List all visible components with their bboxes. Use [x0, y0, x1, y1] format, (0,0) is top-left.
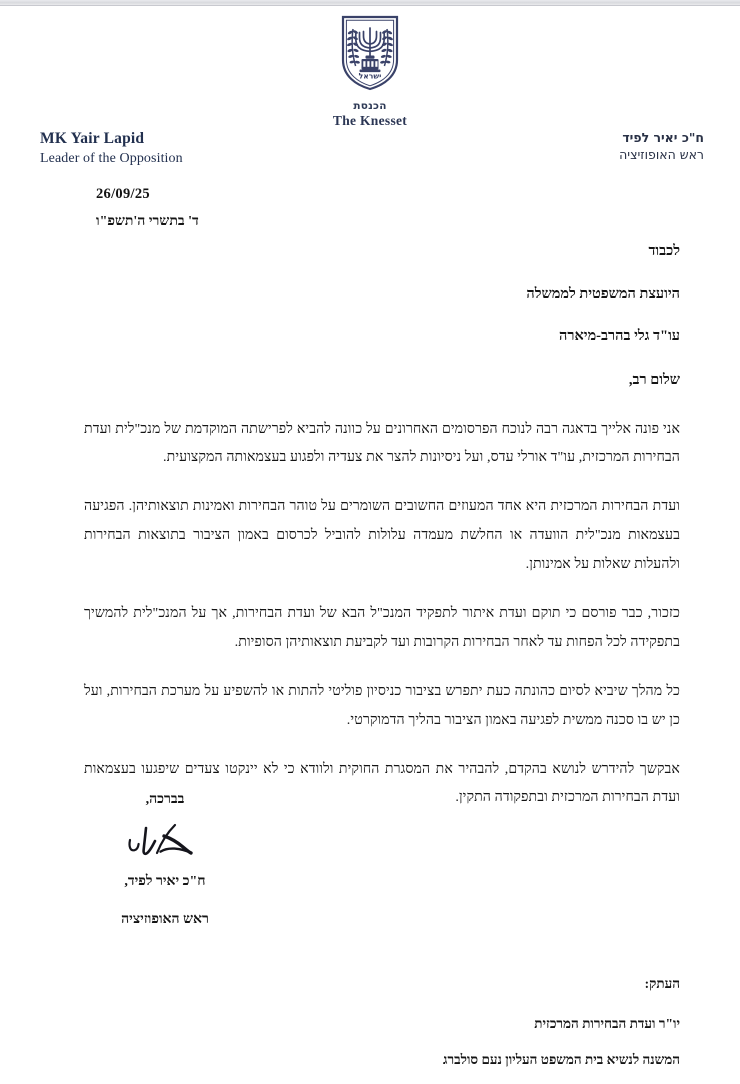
- scan-hairline: [0, 5, 740, 6]
- letterhead-hebrew: הכנסת: [353, 100, 387, 112]
- israel-state-emblem-icon: [339, 14, 401, 92]
- letter-paragraph: אני פונה אלייך בדאגה רבה לנוכח הפרסומים האחרונים על כוונה להביא לפרישתה המוקדמת של מנכ"לית ועדת הבחירות המרכזית, עו"ד אורלי עדס, ועל ניסיונות להצר את צעדיה ולפגוע בעצמאותה המקצועית.: [84, 420, 680, 466]
- sender-title-english: Leader of the Opposition: [40, 150, 183, 166]
- signature-name: ח"כ יאיר לפיד,: [124, 874, 206, 889]
- signature-role: ראש האופוזיציה: [121, 912, 209, 927]
- cc-recipient: המשנה לנשיא בית המשפט העליון נעם סולברג: [443, 1052, 680, 1067]
- letter-paragraph: אבקשך להידרש לנושא בהקדם, להבהיר את המסגרת החוקית ולוודא כי לא יינקטו צעדים שיפגעו בעצמאות ועדת הבחירות המרכזית ובתפקודה התקין.: [84, 760, 680, 806]
- cc-title: העתק:: [644, 976, 680, 991]
- letterhead-english: The Knesset: [332, 113, 408, 128]
- letterhead: [0, 14, 740, 129]
- handwritten-signature-icon: [0, 810, 330, 872]
- addressee-title: היועצת המשפטית לממשלה: [526, 285, 680, 302]
- letter-greeting: שלום רב,: [628, 371, 680, 388]
- cc-block: [120, 976, 680, 1084]
- letter-paragraph: כל מהלך שיביא לסיום כהונתה כעת יתפרש בציבור כניסיון פוליטי להתות או להשפיע על מערכת הבחירות, ועל כן יש בו סכנה ממשית לפגיעה באמון הציבור בהליך הדמוקרטי.: [84, 682, 680, 728]
- letter-body: [84, 244, 680, 832]
- svg-text:ישראל: ישראל: [358, 71, 382, 81]
- signature-closing: בברכה,: [145, 792, 185, 807]
- sender-block-english: [40, 130, 183, 167]
- letter-paragraph: ועדת הבחירות המרכזית היא אחד המעוזים החשובים השומרים על טוהר הבחירות ואמינות תוצאותיהן. הפגיעה בעצמאות מנכ"לית הוועדה או החלשת מעמדה עלולות להוביל לכרסום באמון הציבור בתוצאות הבחירות ולהעלות שאלות על אמינותן.: [84, 498, 680, 573]
- sender-name-english: MK Yair Lapid: [40, 130, 145, 147]
- addressee-prefix: לכבוד: [648, 243, 680, 259]
- sender-name-hebrew: ח"כ יאיר לפיד: [622, 130, 704, 145]
- date-hebrew: ד' בתשרי ה'תשפ"ו: [96, 214, 199, 229]
- cc-recipient: יו"ר ועדת הבחירות המרכזית: [534, 1016, 680, 1031]
- signature-block: [0, 792, 330, 928]
- sender-title-hebrew: ראש האופוזיציה: [619, 147, 704, 162]
- sender-block-hebrew: [619, 130, 704, 163]
- addressee-name: עו"ד גלי בהרב-מיארה: [559, 328, 680, 344]
- letter-paragraph: כזכור, כבר פורסם כי תוקם ועדת איתור לתפקיד המנכ"ל הבא של ועדת הבחירות, אך על המנכ"לית להמשיך בתפקידה לכל הפחות עד לאחר הבחירות הקרובות ועד לקביעת תוצאותיהן הסופיות.: [84, 604, 680, 650]
- scan-top-strip: [0, 0, 740, 6]
- date-gregorian: 26/09/25: [96, 186, 150, 202]
